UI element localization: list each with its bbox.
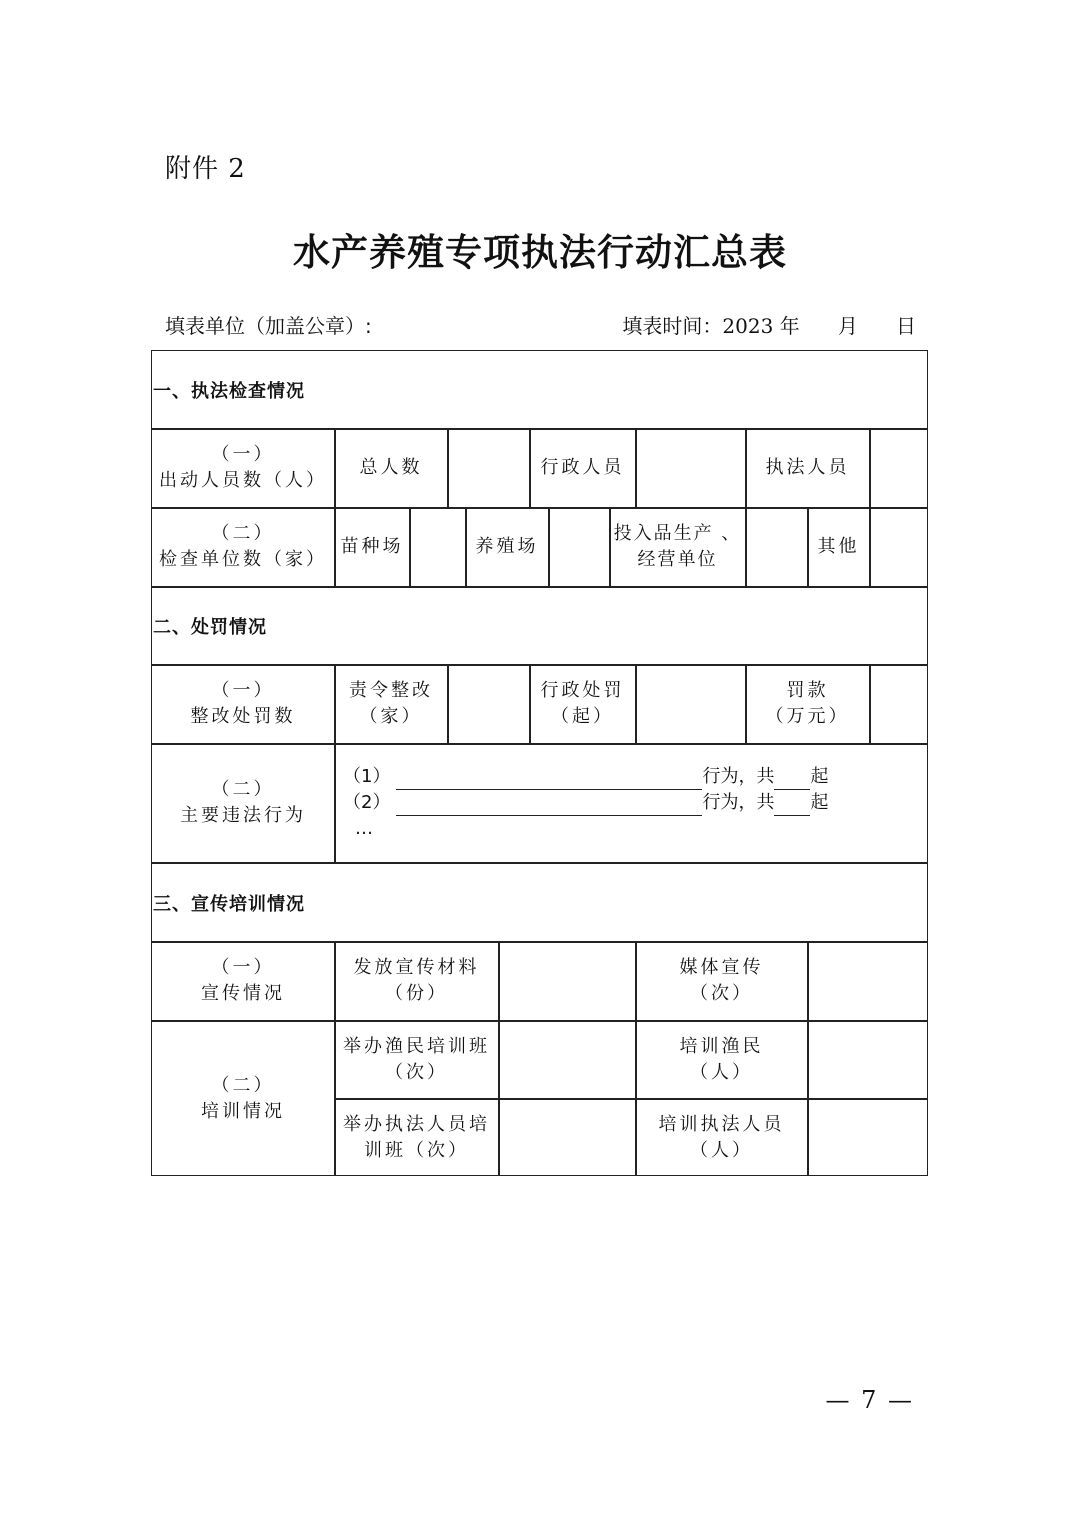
fill-date-month-unit: 月 bbox=[837, 314, 858, 338]
violation-item-2 bbox=[343, 790, 828, 816]
admin-penalty-label bbox=[530, 665, 635, 743]
seedling-farm-input[interactable] bbox=[410, 508, 465, 586]
admin-staff-label: 行政人员 bbox=[540, 457, 625, 478]
fisher-trained-input[interactable] bbox=[808, 1021, 927, 1098]
media-label-line2: （次） bbox=[690, 983, 753, 1004]
enforcement-staff-label: 执法人员 bbox=[765, 457, 850, 478]
fisher-trained-label-line2: （人） bbox=[690, 1061, 753, 1083]
fine-label bbox=[746, 665, 869, 743]
materials-label bbox=[335, 942, 498, 1020]
violation-ellipsis: … bbox=[355, 818, 373, 839]
section-heading: 一、执法检查情况 bbox=[153, 381, 305, 402]
officer-trained-input[interactable] bbox=[808, 1099, 927, 1176]
violation-count-unit: 起 bbox=[810, 792, 829, 813]
row-label-violations bbox=[152, 744, 334, 862]
other-units-label: 其他 bbox=[817, 536, 860, 557]
section-heading: 二、处罚情况 bbox=[153, 617, 267, 638]
officer-class-input[interactable] bbox=[499, 1099, 635, 1176]
row-label-text: 主要违法行为 bbox=[180, 805, 306, 826]
row-label-number: （二） bbox=[211, 1074, 275, 1096]
fine-input[interactable] bbox=[870, 665, 927, 743]
row-label-personnel bbox=[152, 429, 334, 507]
table-rule bbox=[151, 862, 928, 864]
section-heading: 三、宣传培训情况 bbox=[153, 894, 305, 915]
media-label bbox=[636, 942, 807, 1020]
aquafarm-input[interactable] bbox=[549, 508, 609, 586]
row-label-training bbox=[152, 1021, 334, 1176]
violation-count-unit: 起 bbox=[810, 766, 829, 787]
officer-trained-label bbox=[636, 1099, 807, 1176]
rectification-label-line1: 责令整改 bbox=[349, 680, 433, 701]
row-label-text: 检查单位数（家） bbox=[159, 549, 327, 570]
violations-list bbox=[343, 764, 828, 842]
violation-item-number: （1） bbox=[343, 766, 391, 787]
violation-description-blank[interactable] bbox=[396, 795, 702, 816]
row-label-number: （一） bbox=[211, 680, 275, 701]
fisher-trained-label-line1: 培训渔民 bbox=[679, 1035, 764, 1057]
row-label-number: （二） bbox=[211, 779, 275, 800]
materials-input[interactable] bbox=[499, 942, 635, 1020]
attachment-label: 附件 2 bbox=[165, 154, 246, 184]
officer-trained-label-line2: （人） bbox=[690, 1139, 753, 1161]
seedling-farm-label: 苗种场 bbox=[340, 536, 404, 557]
input-producer-line1: 投入品生产 、 bbox=[613, 523, 742, 544]
input-producer-label bbox=[610, 508, 745, 586]
admin-penalty-input[interactable] bbox=[636, 665, 745, 743]
filler-unit-label: 填表单位（加盖公章）: bbox=[165, 314, 372, 338]
officer-trained-label-line1: 培训执法人员 bbox=[658, 1113, 785, 1135]
media-label-line1: 媒体宣传 bbox=[679, 957, 764, 978]
input-producer-input[interactable] bbox=[746, 508, 807, 586]
fisher-class-input[interactable] bbox=[499, 1021, 635, 1098]
media-input[interactable] bbox=[808, 942, 927, 1020]
fill-date bbox=[622, 310, 916, 339]
violation-behavior-text: 行为，共 bbox=[702, 792, 775, 813]
materials-label-line2: （份） bbox=[385, 983, 448, 1004]
officer-class-label bbox=[335, 1099, 498, 1176]
violation-count-blank[interactable] bbox=[774, 769, 810, 790]
violation-description-blank[interactable] bbox=[396, 769, 702, 790]
row-label-text: 整改处罚数 bbox=[190, 706, 296, 727]
admin-penalty-label-line1: 行政处罚 bbox=[540, 680, 625, 701]
row-label-number: （一） bbox=[211, 444, 275, 465]
admin-penalty-label-line2: （起） bbox=[551, 706, 614, 727]
violation-count-blank[interactable] bbox=[774, 795, 810, 816]
officer-class-label-line2: 训班（次） bbox=[364, 1139, 469, 1161]
violation-behavior-text: 行为，共 bbox=[702, 766, 775, 787]
violation-item-number: （2） bbox=[343, 792, 391, 813]
aquafarm-label: 养殖场 bbox=[475, 536, 539, 557]
fisher-class-label-line1: 举办渔民培训班 bbox=[343, 1035, 490, 1057]
fill-date-year: 2023 bbox=[722, 314, 774, 338]
fine-label-line1: 罚款 bbox=[786, 680, 829, 701]
fill-date-year-unit: 年 bbox=[779, 314, 800, 338]
fine-label-line2: （万元） bbox=[765, 706, 850, 727]
other-units-input[interactable] bbox=[870, 508, 927, 586]
total-personnel-input[interactable] bbox=[448, 429, 529, 507]
violation-item-1 bbox=[343, 764, 828, 790]
admin-staff-input[interactable] bbox=[636, 429, 745, 507]
fisher-trained-label bbox=[636, 1021, 807, 1098]
input-producer-line2: 经营单位 bbox=[637, 549, 718, 570]
page-number: — 7 — bbox=[825, 1386, 914, 1414]
row-label-text: 培训情况 bbox=[201, 1100, 285, 1122]
fisher-class-label bbox=[335, 1021, 498, 1098]
row-label-units bbox=[152, 508, 334, 586]
officer-class-label-line1: 举办执法人员培 bbox=[343, 1113, 490, 1135]
rectification-label bbox=[335, 665, 447, 743]
row-label-publicity bbox=[152, 942, 334, 1020]
form-title: 水产养殖专项执法行动汇总表 bbox=[293, 230, 787, 274]
rectification-input[interactable] bbox=[448, 665, 529, 743]
fill-date-label: 填表时间： bbox=[622, 314, 723, 338]
row-label-penalties bbox=[152, 665, 334, 743]
fill-date-day-unit: 日 bbox=[896, 314, 916, 338]
row-label-number: （二） bbox=[211, 523, 275, 544]
row-label-number: （一） bbox=[211, 957, 275, 978]
row-label-text: 宣传情况 bbox=[201, 983, 285, 1004]
enforcement-staff-input[interactable] bbox=[870, 429, 927, 507]
row-label-text: 出动人员数（人） bbox=[159, 470, 327, 491]
fisher-class-label-line2: （次） bbox=[385, 1061, 448, 1083]
table-rule bbox=[151, 586, 928, 588]
total-personnel-label: 总人数 bbox=[359, 457, 423, 478]
rectification-label-line2: （家） bbox=[359, 706, 423, 727]
materials-label-line1: 发放宣传材料 bbox=[353, 957, 480, 978]
